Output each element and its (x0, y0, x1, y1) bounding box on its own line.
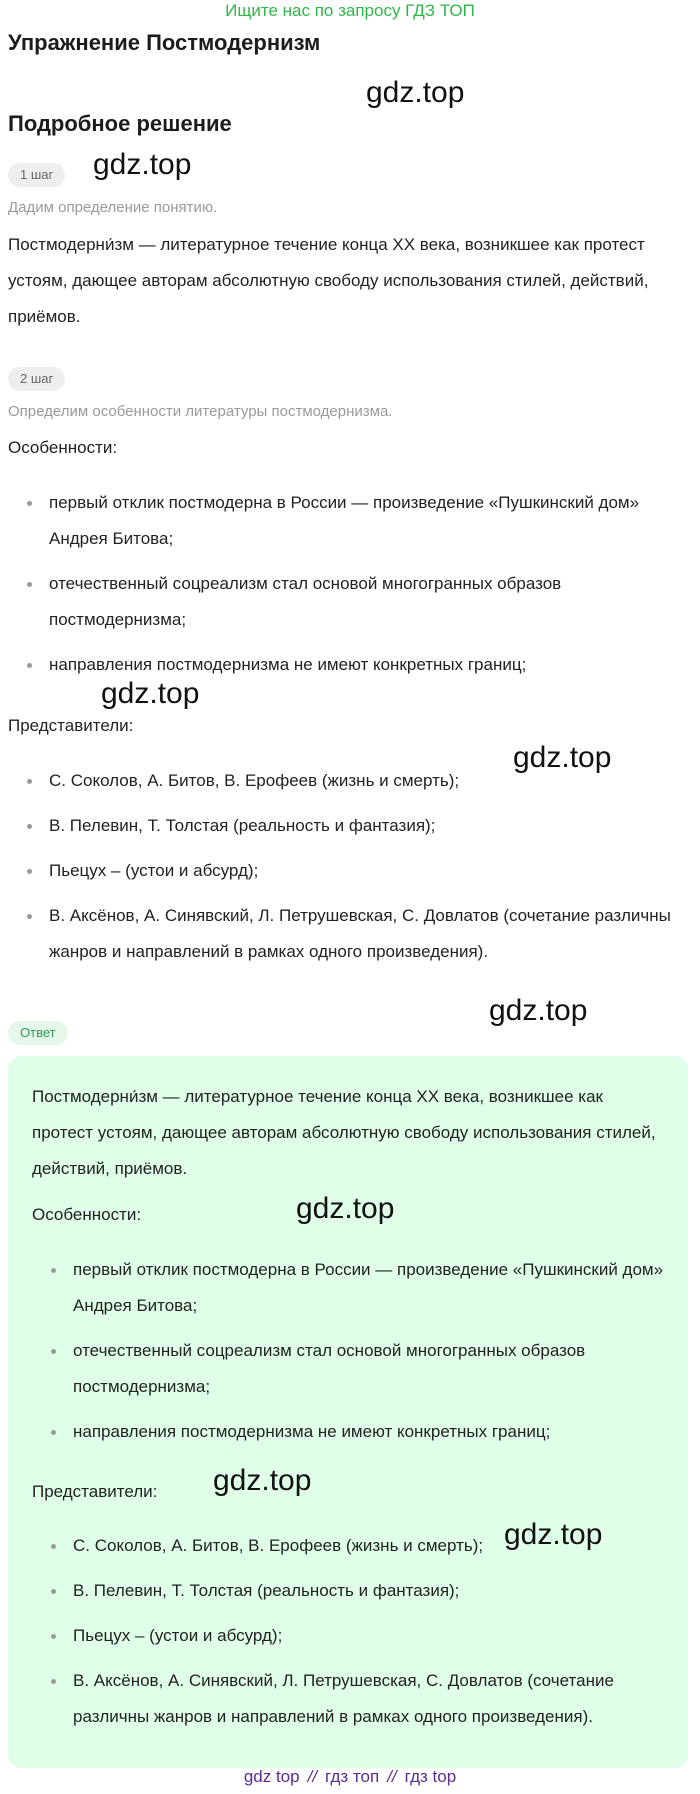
step-1-hint: Дадим определение понятию. (8, 199, 218, 216)
representatives-list (8, 763, 688, 979)
section-title: Подробное решение (8, 111, 232, 136)
list-item: С. Соколов, А. Битов, В. Ерофеев (жизнь и смерть); (8, 763, 688, 799)
list-item: В. Пелевин, Т. Толстая (реальность и фантазия); (8, 808, 688, 844)
search-banner[interactable]: Ищите нас по запросу ГДЗ ТОП (225, 1, 475, 20)
representatives-label: Представители: (8, 716, 134, 735)
watermark: gdz.top (296, 1192, 395, 1225)
list-item: Пьецух – (устои и абсурд); (32, 1618, 672, 1654)
footer-link-gdz-top[interactable]: gdz top (243, 1767, 300, 1786)
watermark: gdz.top (213, 1464, 312, 1497)
page-title: Упражнение Постмодернизм (8, 30, 321, 55)
watermark: gdz.top (93, 148, 192, 181)
list-item: направления постмодернизма не имеют конкретных границ; (8, 647, 688, 683)
list-item: направления постмодернизма не имеют конкретных границ; (32, 1414, 672, 1450)
footer-links (0, 1766, 700, 1788)
watermark: gdz.top (489, 994, 588, 1027)
step-1-text: Постмодерни́зм — литературное течение конца XX века, возникшее как протест устоям, дающее авторам абсолютную свободу использования стилей, действий, приёмов. (8, 235, 649, 326)
list-item: первый отклик постмодерна в России — произведение «Пушкинский дом» Андрея Битова; (8, 485, 688, 557)
footer-link-gdz-top-ru[interactable]: гдз топ (325, 1767, 380, 1786)
list-item: В. Аксёнов, А. Синявский, Л. Петрушевская, С. Довлатов (сочетание различны жанров и направлений в рамках одного произведения). (8, 898, 688, 970)
watermark: gdz.top (504, 1518, 603, 1551)
list-item: первый отклик постмодерна в России — произведение «Пушкинский дом» Андрея Битова; (32, 1252, 672, 1324)
footer-separator: // (387, 1767, 397, 1786)
step-2-hint: Определим особенности литературы постмодернизма. (8, 403, 393, 420)
watermark: gdz.top (101, 677, 200, 710)
watermark: gdz.top (366, 76, 465, 109)
answer-features-label: Особенности: (32, 1205, 142, 1224)
footer-separator: // (307, 1767, 318, 1786)
list-item: Пьецух – (устои и абсурд); (8, 853, 688, 889)
answer-text: Постмодерни́зм — литературное течение конца XX века, возникшее как протест устоям, дающее авторам абсолютную свободу использования стилей, действий, приёмов. (32, 1087, 656, 1178)
list-item: отечественный соцреализм стал основой многогранных образов постмодернизма; (8, 566, 688, 638)
answer-badge: Ответ (8, 1021, 68, 1045)
step-1-badge: 1 шаг (8, 163, 65, 187)
list-item: В. Пелевин, Т. Толстая (реальность и фантазия); (32, 1573, 672, 1609)
features-label: Особенности: (8, 438, 118, 457)
watermark: gdz.top (513, 741, 612, 774)
answer-box (8, 1056, 688, 1768)
answer-representatives-list (32, 1528, 672, 1744)
list-item: отечественный соцреализм стал основой многогранных образов постмодернизма; (32, 1333, 672, 1405)
answer-features-list (32, 1252, 672, 1459)
step-2-badge: 2 шаг (8, 367, 65, 391)
features-list (8, 485, 688, 692)
footer-link-gdz-top-mixed[interactable]: гдз top (404, 1767, 457, 1786)
answer-representatives-label: Представители: (32, 1482, 158, 1501)
list-item: В. Аксёнов, А. Синявский, Л. Петрушевская, С. Довлатов (сочетание различны жанров и направлений в рамках одного произведения). (32, 1663, 672, 1735)
list-item: С. Соколов, А. Битов, В. Ерофеев (жизнь и смерть); (32, 1528, 672, 1564)
